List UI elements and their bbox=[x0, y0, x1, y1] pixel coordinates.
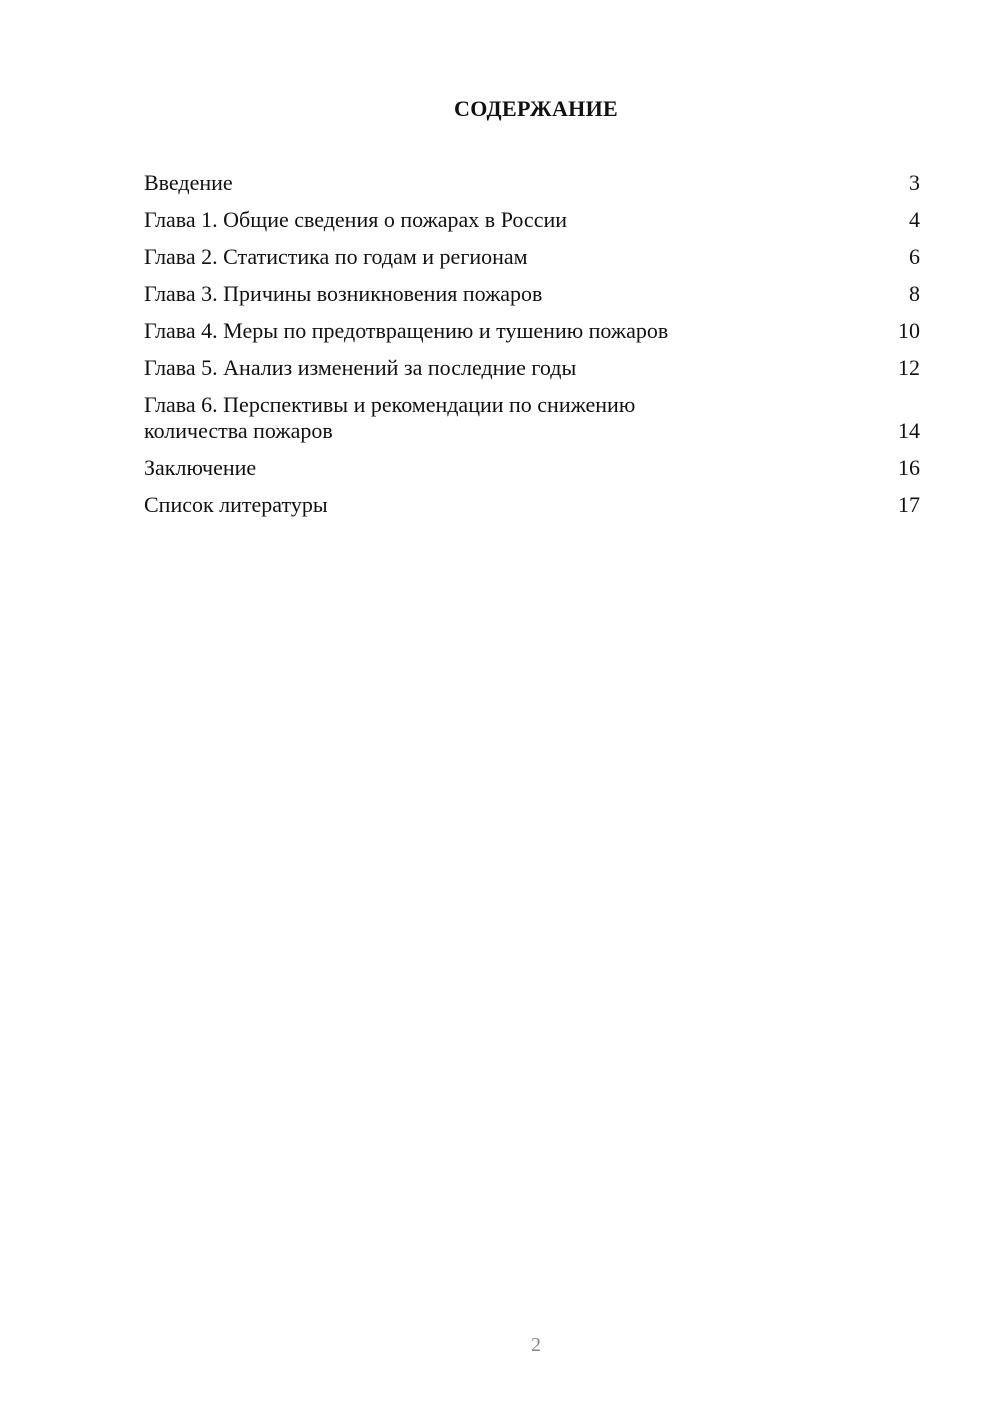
toc-entry-chapter-3 bbox=[144, 281, 920, 307]
toc-entry-title: Глава 1. Общие сведения о пожарах в России bbox=[144, 207, 568, 232]
toc-entry-page: 4 bbox=[909, 207, 920, 232]
toc-entry-page: 10 bbox=[898, 318, 920, 343]
toc-entry-title: Глава 2. Статистика по годам и регионам bbox=[144, 244, 528, 269]
toc-entry-conclusion bbox=[144, 455, 920, 481]
toc-entry-page: 6 bbox=[909, 244, 920, 269]
page-number: 2 bbox=[531, 1334, 541, 1356]
toc-entry-title: Глава 6. Перспективы и рекомендации по снижению количества пожаров bbox=[144, 392, 636, 443]
toc-entry-chapter-5 bbox=[144, 355, 920, 381]
toc-entry-chapter-1 bbox=[144, 207, 920, 233]
toc-entry-chapter-2 bbox=[144, 244, 920, 270]
toc-entry-title: Введение bbox=[144, 170, 233, 195]
toc-entry-title: Список литературы bbox=[144, 492, 328, 517]
toc-entry-page: 12 bbox=[898, 355, 920, 380]
toc-entry-title: Глава 3. Причины возникновения пожаров bbox=[144, 281, 543, 306]
toc-entry-chapter-6 bbox=[144, 392, 920, 444]
toc-entry-page: 17 bbox=[898, 492, 920, 517]
page-title: СОДЕРЖАНИЕ bbox=[454, 96, 618, 121]
toc-entry-title: Глава 5. Анализ изменений за последние годы bbox=[144, 355, 577, 380]
table-of-contents bbox=[144, 170, 920, 529]
toc-entry-page: 8 bbox=[909, 281, 920, 306]
toc-entry-introduction bbox=[144, 170, 920, 196]
toc-entry-page: 16 bbox=[898, 455, 920, 480]
toc-entry-page: 14 bbox=[898, 418, 920, 443]
toc-entry-chapter-4 bbox=[144, 318, 920, 344]
toc-entry-title: Глава 4. Меры по предотвращению и тушению пожаров bbox=[144, 318, 669, 343]
toc-entry-title: Заключение bbox=[144, 455, 257, 480]
toc-entry-references bbox=[144, 492, 920, 518]
toc-entry-page: 3 bbox=[909, 170, 920, 195]
